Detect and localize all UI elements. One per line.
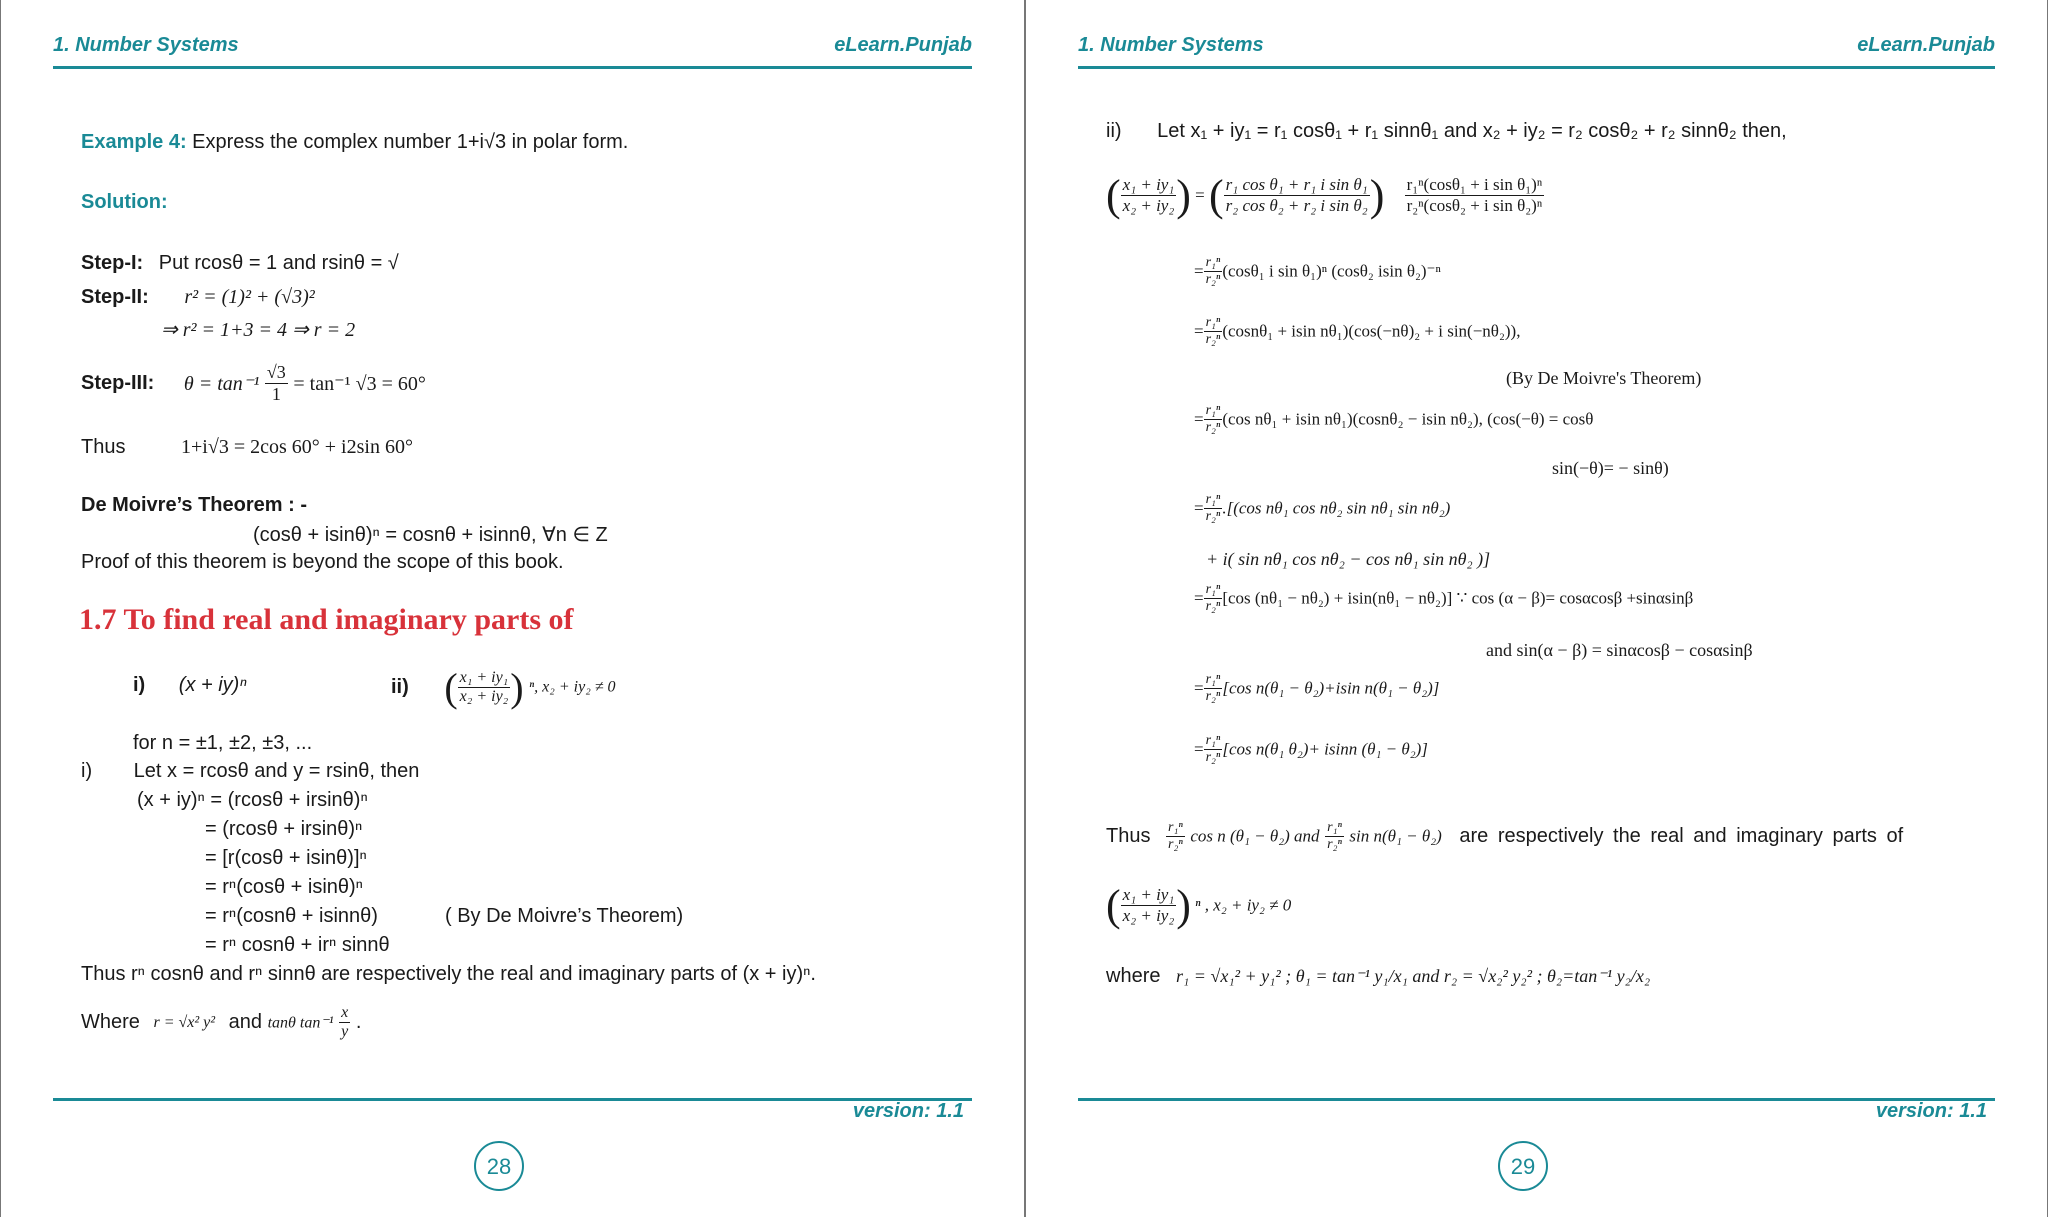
step-2-label: Step-II: — [81, 286, 149, 308]
where-label: Where — [81, 1011, 140, 1033]
eq1-rhs-numerator: r₁ⁿ(cosθ₁ + i sin θ₁)ⁿ — [1406, 175, 1543, 194]
proof-line-4: = rⁿ(cosθ + isinθ)ⁿ — [205, 876, 363, 898]
brand-name: eLearn.Punjab — [834, 34, 972, 56]
item-ii-label: ii) — [391, 676, 409, 698]
proof-line-3: = [r(cosθ + isinθ)]ⁿ — [205, 847, 367, 869]
thus-line — [81, 436, 413, 459]
step-3-denominator: 1 — [271, 384, 281, 404]
item-i — [133, 674, 247, 697]
item-ii-fraction — [458, 669, 511, 706]
rn-fraction — [1325, 820, 1344, 853]
ii-label: ii) — [1106, 120, 1122, 142]
proof-line-6: = rⁿ cosnθ + irⁿ sinnθ — [205, 934, 390, 956]
thus-big-denominator: x₂ + iy₂ — [1122, 906, 1175, 925]
where-and: and — [228, 1011, 263, 1033]
version-label: version: 1.1 — [852, 1100, 964, 1122]
chapter-title: 1. Number Systems — [53, 34, 239, 56]
proof-let: Let x = rcosθ and y = rsinθ, then — [133, 760, 420, 782]
step-2-line-2: ⇒ r² = 1+3 = 4 ⇒ r = 2 — [161, 319, 356, 341]
chapter-title: 1. Number Systems — [1078, 34, 1264, 56]
rn-numerator: r₁ⁿ — [1205, 672, 1221, 687]
line-6-note: and sin(α − β) = sinαcosβ − cosαsinβ — [1486, 640, 1753, 660]
eq1-rhs-fraction — [1405, 175, 1545, 216]
item-ii-denominator: x₂ + iy₂ — [459, 688, 509, 705]
line-4-note: sin(−θ)= − sinθ) — [1552, 458, 1669, 478]
eq1-lhs-fraction — [1121, 175, 1177, 216]
line-5b-text: + i( sin nθ₁ cos nθ₂ − cos nθ₁ sin nθ₂ )] — [1206, 549, 1491, 569]
for-n-text: for n = ±1, ±2, ±3, ... — [133, 732, 313, 754]
derivation-line-4: = $\frac{\text{r₁ⁿ}}{\text{r₂ⁿ}}$ (cos nθ₁ + isin nθ₁)(cosnθ₂ − isin nθ₂), (cos(−θ) = cosθ — [1194, 403, 1594, 435]
rn-fraction — [1204, 672, 1223, 705]
rn-denominator: r₂ⁿ — [1205, 689, 1221, 704]
proof-let-line — [81, 760, 419, 783]
line-6-text: [cos (nθ₁ − nθ₂) + isin(nθ₁ − nθ₂)] ∵ cos (α − β)= cosαcosβ +sinαsinβ — [1222, 588, 1694, 608]
where-theta-denominator: y — [341, 1023, 349, 1040]
step-2 — [81, 286, 315, 309]
thus-line — [1106, 820, 1903, 853]
where-theta-fraction — [339, 1004, 350, 1041]
step-3-post: = tan⁻¹ √3 = 60° — [293, 373, 426, 395]
footer-rule — [1078, 1098, 1995, 1101]
step-1 — [81, 252, 399, 275]
rn-numerator: r₁ⁿ — [1205, 733, 1221, 748]
line-5a-text: .[(cos nθ₁ cos nθ₂ sin nθ₁ sin nθ₂) — [1222, 498, 1451, 518]
item-ii-numerator: x₁ + iy₁ — [459, 669, 509, 686]
rn-numerator: r₁ⁿ — [1205, 492, 1221, 507]
step-3 — [81, 362, 426, 405]
derivation-line-5: = $\frac{\text{r₁ⁿ}}{\text{r₂ⁿ}}$ .[(cos nθ₁ cos nθ₂ sin nθ₁ sin nθ₂) — [1194, 492, 1451, 524]
rn-fraction — [1204, 403, 1223, 436]
by-demoivre-note: ( By De Moivre’s Theorem) — [445, 905, 684, 927]
derivation-line-8: = $\frac{\text{r₁ⁿ}}{\text{r₂ⁿ}}$ [cos n(θ₁ θ₂)+ isinn (θ₁ − θ₂)] — [1194, 733, 1428, 765]
eq1-mid-denominator: r₂ cos θ₂ + r₂ i sin θ₂ — [1225, 196, 1368, 215]
line-3-note: (By De Moivre's Theorem) — [1506, 368, 1702, 388]
step-1-label: Step-I: — [81, 252, 144, 274]
derivation-line-7: = $\frac{\text{r₁ⁿ}}{\text{r₂ⁿ}}$ [cos n(θ₁ − θ₂)+isin n(θ₁ − θ₂)] — [1194, 672, 1440, 704]
rn-denominator: r₂ⁿ — [1205, 420, 1221, 435]
eq1-mid-numerator: r₁ cos θ₁ + r₁ i sin θ₁ — [1225, 175, 1368, 194]
thus-parts-text: Thus rⁿ cosnθ and rⁿ sinnθ are respectively the real and imaginary parts of (x + iy)ⁿ. — [81, 963, 816, 985]
eq1-rhs-denominator: r₂ⁿ(cosθ₂ + i sin θ₂)ⁿ — [1406, 196, 1543, 215]
rn-numerator: r₁ⁿ — [1205, 255, 1221, 270]
proof-label: i) — [81, 760, 93, 782]
step-3-numerator: √3 — [266, 362, 286, 382]
rn-fraction — [1204, 733, 1223, 766]
ii-let-line — [1106, 120, 1787, 143]
thus-condition: ⁿ , x₂ + iy₂ ≠ 0 — [1195, 895, 1292, 915]
proof-scope-text: Proof of this theorem is beyond the scope of this book. — [81, 551, 564, 573]
where-expression: r₁ = √x₁² + y₁² ; θ₁ = tan⁻¹ y₁/x₁ and r₂ = √x₂² y₂² ; θ₂=tan⁻¹ y₂/x₂ — [1176, 966, 1651, 986]
derivation-line-3: = $\frac{\text{r₁ⁿ}}{\text{r₂ⁿ}}$ (cosnθ₁ + isin nθ₁)(cos(−nθ)₂ + i sin(−nθ₂)), — [1194, 315, 1521, 347]
thus-big-fraction — [1121, 885, 1177, 926]
demoivre-title: De Moivre’s Theorem : - — [81, 494, 307, 516]
item-i-expr: (x + iy)ⁿ — [178, 674, 247, 696]
version-label: version: 1.1 — [1875, 1100, 1987, 1122]
step-2-line-1: r² = (1)² + (√3)² — [184, 286, 315, 308]
step-1-text: Put rcosθ = 1 and rsinθ = √ — [158, 252, 399, 274]
example-text: Express the complex number 1+i√3 in polar form. — [192, 131, 629, 153]
line-7-text: [cos n(θ₁ − θ₂)+isin n(θ₁ − θ₂)] — [1222, 678, 1440, 698]
footer-rule — [53, 1098, 972, 1101]
thus-big-numerator: x₁ + iy₁ — [1122, 885, 1175, 904]
proof-line-2: = (rcosθ + irsinθ)ⁿ — [205, 818, 363, 840]
rn-denominator: r₂ⁿ — [1205, 509, 1221, 524]
rn-denominator: r₂ⁿ — [1168, 837, 1183, 852]
rn-fraction — [1204, 315, 1223, 348]
solution-label: Solution: — [81, 191, 168, 213]
thus-tail: are respectively the real and imaginary parts of — [1459, 825, 1904, 847]
page-header — [53, 32, 972, 69]
thus-fraction-line: ( $\frac{\text{x₁ + iy₁}}{\text{x₂ + iy₂}}$ ) ⁿ , x₂ + iy₂ ≠ 0 — [1106, 881, 1292, 930]
where-theta-pre: tanθ tan⁻¹ — [267, 1014, 334, 1032]
rn-denominator: r₂ⁿ — [1205, 272, 1221, 287]
step-3-fraction — [265, 362, 288, 405]
eq1-lhs-numerator: x₁ + iy₁ — [1122, 175, 1175, 194]
rn-numerator: r₁ⁿ — [1205, 315, 1221, 330]
thus-label: Thus — [81, 436, 126, 458]
page-number: 28 — [474, 1141, 524, 1191]
rn-fraction — [1204, 492, 1223, 525]
page-right — [1025, 0, 2048, 1217]
ii-let-text: Let x₁ + iy₁ = r₁ cosθ₁ + r₁ sinnθ₁ and x₂ + iy₂ = r₂ cosθ₂ + r₂ sinnθ₂ then, — [1157, 120, 1787, 142]
brand-name: eLearn.Punjab — [1857, 34, 1995, 56]
rn-numerator: r₁ⁿ — [1205, 582, 1221, 597]
equation-1: ( $\frac{\text{x₁ + iy₁}}{\text{x₂ + iy₂}}$ ) = ( $\frac{\text{r₁ cos θ₁ + r₁ i sin θ₁}}{\text{r₂ cos θ₂ + r₂ i sin θ₂}}$ ) $\frac{\text{r₁ⁿ(cosθ₁ + i sin θ₁)ⁿ}}{\text{r₂ⁿ(cosθ₂ + i sin θ₂)ⁿ}}$ — [1106, 171, 1543, 220]
thus-cos: cos n (θ₁ − θ₂) and — [1190, 826, 1320, 846]
line-4-text: (cos nθ₁ + isin nθ₁)(cosnθ₂ − isin nθ₂), (cos(−θ) = cosθ — [1222, 409, 1594, 429]
eq1-lhs-denominator: x₂ + iy₂ — [1122, 196, 1175, 215]
line-3-text: (cosnθ₁ + isin nθ₁)(cos(−nθ)₂ + i sin(−nθ₂)), — [1222, 321, 1521, 341]
step-3-label: Step-III: — [81, 372, 155, 394]
item-ii-condition: ⁿ, x₂ + iy₂ ≠ 0 — [529, 678, 616, 696]
rn-fraction — [1204, 255, 1223, 288]
rn-denominator: r₂ⁿ — [1205, 599, 1221, 614]
where-r: r = √x² y² — [153, 1013, 216, 1031]
rn-numerator: r₁ⁿ — [1327, 820, 1342, 835]
page-header — [1078, 32, 1995, 69]
rn-fraction — [1166, 820, 1185, 853]
rn-denominator: r₂ⁿ — [1205, 332, 1221, 347]
rn-fraction — [1204, 582, 1223, 615]
thus-expression: 1+i√3 = 2cos 60° + i2sin 60° — [181, 436, 413, 458]
derivation-line-2: = $\frac{\text{r₁ⁿ}}{\text{r₂ⁿ}}$ (cosθ₁ i sin θ₁)ⁿ (cosθ₂ isin θ₂)⁻ⁿ — [1194, 255, 1441, 287]
item-ii: ii) ( $\frac{\text{x₁ + iy₁}}{\text{x₂ + iy₂}}$ ) ⁿ, x₂ + iy₂ ≠ 0 — [391, 665, 616, 710]
section-heading: 1.7 To find real and imaginary parts of — [79, 603, 574, 636]
rn-denominator: r₂ⁿ — [1205, 750, 1221, 765]
where-line — [1106, 965, 1650, 988]
thus-label: Thus — [1106, 825, 1151, 847]
proof-line-1: (x + iy)ⁿ = (rcosθ + irsinθ)ⁿ — [137, 789, 368, 811]
eq1-mid-fraction — [1224, 175, 1370, 216]
step-3-pre: θ = tan⁻¹ — [183, 373, 260, 395]
where-end: . — [355, 1011, 362, 1033]
rn-numerator: r₁ⁿ — [1205, 403, 1221, 418]
page-number: 29 — [1498, 1141, 1548, 1191]
rn-denominator: r₂ⁿ — [1327, 837, 1342, 852]
where-label: where — [1106, 965, 1161, 987]
line-8-text: [cos n(θ₁ θ₂)+ isinn (θ₁ − θ₂)] — [1222, 739, 1428, 759]
where-line — [81, 1004, 361, 1041]
example-line — [81, 131, 628, 154]
rn-numerator: r₁ⁿ — [1168, 820, 1183, 835]
example-label: Example 4: — [81, 131, 187, 153]
demoivre-formula: (cosθ + isinθ)ⁿ = cosnθ + isinnθ, ∀n ∈ Z — [253, 524, 608, 546]
item-i-label: i) — [133, 674, 146, 696]
proof-line-5: = rⁿ(cosnθ + isinnθ) — [205, 905, 378, 927]
line-2-text: (cosθ₁ i sin θ₁)ⁿ (cosθ₂ isin θ₂)⁻ⁿ — [1222, 261, 1441, 281]
thus-sin: sin n(θ₁ − θ₂) — [1349, 826, 1442, 846]
derivation-line-6: = $\frac{\text{r₁ⁿ}}{\text{r₂ⁿ}}$ [cos (nθ₁ − nθ₂) + isin(nθ₁ − nθ₂)] ∵ cos (α − β)= cosαcosβ +sinαsinβ — [1194, 582, 1694, 614]
where-theta-numerator: x — [341, 1004, 349, 1021]
